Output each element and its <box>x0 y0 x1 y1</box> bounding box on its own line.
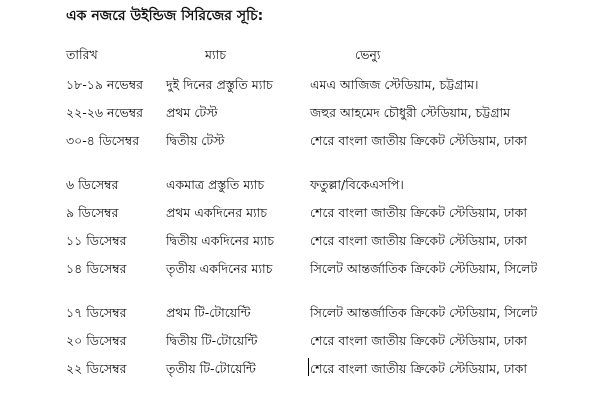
row-venue: এমএ আজিজ স্টেডিয়াম, চট্টগ্রাম। <box>310 77 479 92</box>
table-row <box>0 258 600 280</box>
row-venue: শেরে বাংলা জাতীয় ক্রিকেট স্টেডিয়াম, ঢাকা <box>310 361 528 376</box>
row-match: দ্বিতীয় একদিনের ম্যাচ <box>166 233 274 248</box>
row-date: ৩০-৪ ডিসেম্বর <box>66 133 140 148</box>
row-date: ৬ ডিসেম্বর <box>66 177 119 192</box>
row-date: ১৪ ডিসেম্বর <box>66 261 127 276</box>
table-row <box>0 130 600 152</box>
header-venue: ভেন্যু <box>355 47 381 62</box>
row-match: দ্বিতীয় টেস্ট <box>166 133 225 148</box>
row-date: ১৮-১৯ নভেম্বর <box>66 77 143 92</box>
schedule-title: এক নজরে উইন্ডিজ সিরিজের সূচি: <box>66 8 264 24</box>
row-venue: শেরে বাংলা জাতীয় ক্রিকেট স্টেডিয়াম, ঢাকা <box>310 233 528 248</box>
table-row <box>0 302 600 324</box>
row-venue: শেরে বাংলা জাতীয় ক্রিকেট স্টেডিয়াম, ঢাকা <box>310 333 528 348</box>
row-venue: সিলেট আন্তর্জাতিক ক্রিকেট স্টেডিয়াম, সিলেট <box>310 261 538 276</box>
row-date: ১১ ডিসেম্বর <box>66 233 127 248</box>
row-date: ২০ ডিসেম্বর <box>66 333 127 348</box>
table-row <box>0 174 600 196</box>
row-match: তৃতীয় টি-টোয়েন্টি <box>166 361 256 376</box>
table-header <box>0 44 600 66</box>
text-cursor <box>308 358 309 376</box>
table-row <box>0 330 600 352</box>
header-date: তারিখ <box>66 47 98 62</box>
row-venue: শেরে বাংলা জাতীয় ক্রিকেট স্টেডিয়াম, ঢাকা <box>310 205 528 220</box>
row-venue: জহুর আহমেদ চৌধুরী স্টেডিয়াম, চট্টগ্রাম <box>310 105 511 120</box>
row-match: তৃতীয় একদিনের ম্যাচ <box>166 261 273 276</box>
row-match: প্রথম টি-টোয়েন্টি <box>166 305 251 320</box>
row-date: ২২ ডিসেম্বর <box>66 361 127 376</box>
table-row <box>0 230 600 252</box>
row-match: প্রথম টেস্ট <box>166 105 218 120</box>
row-match: প্রথম একদিনের ম্যাচ <box>166 205 268 220</box>
table-row <box>0 74 600 96</box>
table-row <box>0 358 600 380</box>
table-row <box>0 102 600 124</box>
row-match: দুই দিনের প্রস্তুতি ম্যাচ <box>166 77 273 92</box>
row-match: একমাত্র প্রস্তুতি ম্যাচ <box>166 177 265 192</box>
row-date: ২২-২৬ নভেম্বর <box>66 105 144 120</box>
row-match: দ্বিতীয় টি-টোয়েন্টি <box>166 333 258 348</box>
header-match: ম্যাচ <box>205 47 226 62</box>
row-venue: শেরে বাংলা জাতীয় ক্রিকেট স্টেডিয়াম, ঢাকা <box>310 133 528 148</box>
row-date: ১৭ ডিসেম্বর <box>66 305 127 320</box>
table-row <box>0 202 600 224</box>
row-date: ৯ ডিসেম্বর <box>66 205 119 220</box>
row-venue: ফতুল্লা/বিকেএসপি। <box>310 177 404 192</box>
row-venue: সিলেট আন্তর্জাতিক ক্রিকেট স্টেডিয়াম, সিলেট <box>310 305 538 320</box>
